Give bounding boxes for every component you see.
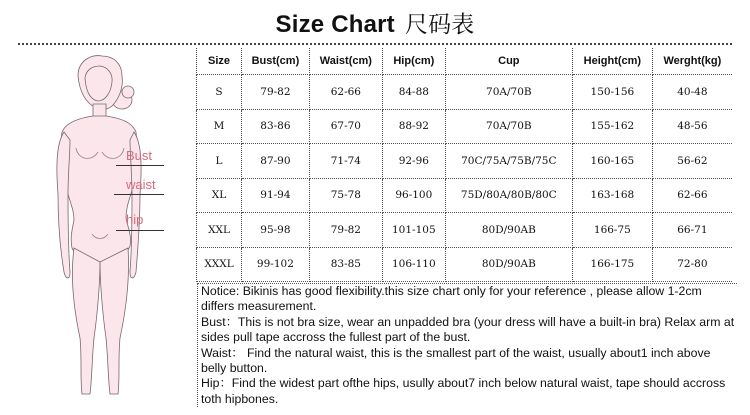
cell-size: L <box>197 144 242 179</box>
cell-weight: 56-62 <box>652 144 732 179</box>
cell-height: 160-165 <box>572 144 652 179</box>
cell-bust: 95-98 <box>242 213 310 248</box>
cell-waist: 62-66 <box>309 75 382 110</box>
cell-weight: 62-66 <box>652 178 732 213</box>
header-size: Size <box>197 48 242 75</box>
cell-height: 166-75 <box>572 213 652 248</box>
header-height: Height(cm) <box>572 48 652 75</box>
cell-hip: 92-96 <box>382 144 445 179</box>
cell-hip: 101-105 <box>382 213 445 248</box>
notice-text: Notice: Bikinis has good flexibility.this size chart only for your reference , please allow 1-2cm differs measurement. <box>201 284 702 314</box>
hip-note: Hip：Find the widest part ofthe hips, usully about7 inch below natural waist, tape should accross toth hipbones. <box>201 376 726 406</box>
measurement-notes <box>197 283 737 407</box>
body-silhouette-icon <box>40 48 195 410</box>
waist-line <box>114 194 164 195</box>
cell-weight: 40-48 <box>652 75 732 110</box>
cell-bust: 91-94 <box>242 178 310 213</box>
title-divider <box>18 43 732 45</box>
bust-label: Bust <box>126 148 153 163</box>
hip-label: hip <box>126 212 144 227</box>
cell-weight: 66-71 <box>652 213 732 248</box>
cell-waist: 67-70 <box>309 109 382 144</box>
cell-height: 163-168 <box>572 178 652 213</box>
cell-cup: 70A/70B <box>445 75 572 110</box>
header-bust: Bust(cm) <box>242 48 310 75</box>
table-row <box>197 144 733 179</box>
cell-size: XL <box>197 178 242 213</box>
cell-bust: 99-102 <box>242 247 310 282</box>
cell-waist: 83-85 <box>309 247 382 282</box>
table-row <box>197 178 733 213</box>
cell-weight: 72-80 <box>652 247 732 282</box>
cell-waist: 75-78 <box>309 178 382 213</box>
cell-bust: 79-82 <box>242 75 310 110</box>
body-figure <box>40 48 195 410</box>
waist-label: waist <box>126 177 156 192</box>
cell-bust: 83-86 <box>242 109 310 144</box>
cell-weight: 48-56 <box>652 109 732 144</box>
table-row <box>197 109 733 144</box>
cell-cup: 80D/90AB <box>445 247 572 282</box>
cell-hip: 106-110 <box>382 247 445 282</box>
hip-line <box>116 230 164 231</box>
cell-cup: 75D/80A/80B/80C <box>445 178 572 213</box>
size-table <box>196 48 732 282</box>
size-table-container <box>196 48 732 282</box>
header-waist: Waist(cm) <box>309 48 382 75</box>
title-cn: 尺码表 <box>404 12 475 38</box>
bust-note: Bust：This is not bra size, wear an unpadded bra (your dress will have a built-in bra) Relax arm at sides pull tape accross the fullest part of the bust. <box>201 314 735 345</box>
table-row <box>197 247 733 282</box>
cell-waist: 71-74 <box>309 144 382 179</box>
cell-cup: 70A/70B <box>445 109 572 144</box>
cell-hip: 84-88 <box>382 75 445 110</box>
cell-size: XXXL <box>197 247 242 282</box>
cell-hip: 96-100 <box>382 178 445 213</box>
cell-cup: 70C/75A/75B/75C <box>445 144 572 179</box>
cell-height: 155-162 <box>572 109 652 144</box>
header-weight: Werght(kg) <box>652 48 732 75</box>
table-header-row <box>197 48 733 75</box>
cell-bust: 87-90 <box>242 144 310 179</box>
page-title <box>0 6 750 40</box>
cell-size: XXL <box>197 213 242 248</box>
cell-size: S <box>197 75 242 110</box>
table-row <box>197 213 733 248</box>
title-en: Size Chart <box>275 11 395 38</box>
waist-note: Waist： Find the natural waist, this is the smallest part of the waist, usually about1 inch above belly button. <box>201 345 711 376</box>
cell-size: M <box>197 109 242 144</box>
cell-cup: 80D/90AB <box>445 213 572 248</box>
header-cup: Cup <box>445 48 572 75</box>
table-row <box>197 75 733 110</box>
header-hip: Hip(cm) <box>382 48 445 75</box>
cell-height: 150-156 <box>572 75 652 110</box>
cell-waist: 79-82 <box>309 213 382 248</box>
cell-hip: 88-92 <box>382 109 445 144</box>
bust-line <box>116 165 164 166</box>
cell-height: 166-175 <box>572 247 652 282</box>
